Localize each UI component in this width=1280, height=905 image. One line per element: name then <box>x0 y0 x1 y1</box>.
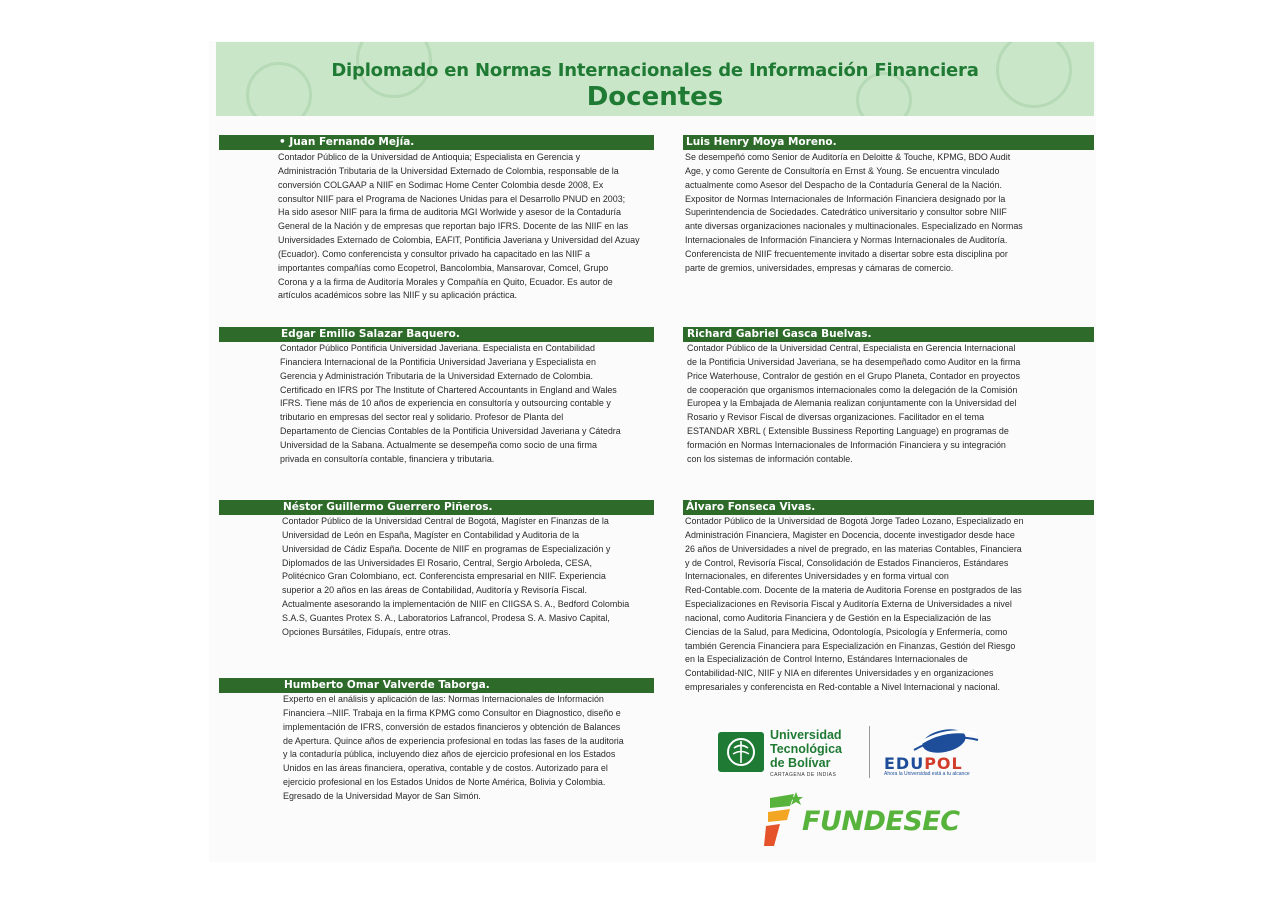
docente-name: Néstor Guillermo Guerrero Piñeros. <box>283 501 493 513</box>
edupol-wordmark: EDUPOL <box>884 754 963 773</box>
edupol-logo <box>880 724 1000 784</box>
docente-name: Luis Henry Moya Moreno. <box>686 136 837 148</box>
logo-divider <box>869 726 870 778</box>
utb-logo <box>718 728 858 780</box>
docente-bio: Contador Público Pontificia Universidad Javeriana. Especialista en Contabilidad Financiera Internacional de la Pontificia Universidad Javeriana y Especialista en Gerencia y Administración Tributaria de la Universidad Externado de Colombia. Certificado en IFRS por The Institute of Chartered Accountants in England and Wales IFRS. Tiene más de 10 años de experiencia en consultoría y outsourcing contable y tributario en empresas del sector real y solidario. Profesor de Planta del Departamento de Ciencias Contables de la Pontificia Universidad Javeriana y Cátedra Universidad de la Sabana. Actualmente se desempeña como socio de una firma privada en consultoría contable, financiera y tributaria. <box>280 343 621 465</box>
docente-bio: Experto en el análisis y aplicación de las: Normas Internacionales de Información Financiera –NIIF. Trabaja en la firma KPMG como Consultor en Diagnostico, diseño e implementación de IFRS, conversión de estados financieros y obtención de Balances de Apertura. Quince años de experiencia profesional en todas las fases de la auditoria y la contaduría pública, incluyendo diez años de ejercicio profesional en los Estados Unidos en las áreas financiera, operativa, contable y de costos. Autorizado para el ejercicio profesional en los Estados Unidos de Norte América, Bolivia y Colombia. Egresado de la Universidad Mayor de San Simón. <box>283 694 624 802</box>
utb-tagline: CARTAGENA DE INDIAS <box>770 772 837 778</box>
fundesec-logo <box>760 792 960 848</box>
utb-wordmark: Universidad Tecnológica de Bolívar <box>770 728 843 770</box>
edupol-slogan: Ahora la Universidad está a tu alcance <box>884 771 970 777</box>
docente-name: • Juan Fernando Mejía. <box>279 136 415 148</box>
page-title: Diplomado en Normas Internacionales de Información Financiera <box>331 60 979 81</box>
fundesec-wordmark: FUNDESEC <box>802 806 960 837</box>
docente-bio: Contador Público de la Universidad Central, Especialista en Gerencia Internacional de la Pontificia Universidad Javeriana, se ha desempeñado como Auditor en la firma Price Waterhouse, Contralor de gestión en el Grupo Planeta, Contador en proyectos de cooperación que organismos internacionales como la delegación de la Comisión Europea y la Embajada de Alemania realizan conjuntamente con la Universidad del Rosario y Revisor Fiscal de diversas organizaciones. Facilitador en el tema ESTANDAR XBRL ( Extensible Bussiness Reporting Language) en programas de formación en Normas Internacionales de Información Financiera y su integración con los sistemas de información contable. <box>687 343 1021 465</box>
docente-bio: Se desempeñó como Senior de Auditoría en Deloitte & Touche, KPMG, BDO Audit Age, y como Gerente de Consultoría en Ernst & Young. Se encuentra vinculado actualmente como Asesor del Despacho de la Contaduría General de la Nación. Expositor de Normas Internacionales de Información Financiera designado por la Superintendencia de Sociedades. Catedrático universitario y consultor sobre NIIF ante diversas organizaciones nacionales y multinacionales. Especializado en Normas Internacionales de Información Financiera y Normas Internacionales de Auditoría. Conferencista de NIIF frecuentemente invitado a disertar sobre esta disciplina por parte de gremios, universidades, empresas y cámaras de comercio. <box>685 152 1023 274</box>
docente-bio: Contador Público de la Universidad Central de Bogotá, Magíster en Finanzas de la Universidad de León en España, Magíster en Contabilidad y Auditoria de la Universidad de Cádiz España. Docente de NIIF en programas de Especialización y Diplomados de las Universidades El Rosario, Central, Sergio Arboleda, CESA, Politécnico Gran Colombiano, ect. Conferencista empresarial en NIIF. Experiencia superior a 20 años en las áreas de Contabilidad, Auditoría y Revisoría Fiscal. Actualmente asesorando la implementación de NIIF en CIIGSA S. A., Bedford Colombia S.A.S, Guantes Protex S. A., Laboratorios Lafrancol, Prodesa S. A. Masivo Capital, Opciones Bursátiles, Fidupaís, entre otras. <box>282 516 630 638</box>
utb-emblem-icon <box>718 732 764 772</box>
docente-name: Álvaro Fonseca Vivas. <box>686 501 816 513</box>
docente-bio: Contador Público de la Universidad de Bogotá Jorge Tadeo Lozano, Especializado en Administración Financiera, Magister en Docencia, docente investigador desde hace 26 años de Universidades a nivel de pregrado, en las materias Contables, Financiera y de Control, Revisoría Fiscal, Consolidación de Estados Financieros, Estándares Internacionales, en diferentes Universidades y en forma virtual con Red-Contable.com. Docente de la materia de Auditoria Forense en postgrados de las Especializaciones en Revisoría Fiscal y Auditoría Externa de Universidades a nivel nacional, como Auditoria Financiera y de Gestión en la Especialización de las Ciencias de la Salud, para Medicina, Odontología, Psicología y Enfermería, como también Gerencia Financiera para Especialización en Finanzas, Gestión del Riesgo en la Especialización de Control Interno, Estándares Internacionales de Contabilidad-NIC, NIIF y NIA en diferentes Universidades y en organizaciones empresariales y conferencista en Red-contable a Nivel Internacional y nacional. <box>685 516 1024 694</box>
fundesec-emblem-icon <box>760 792 806 848</box>
docente-name: Richard Gabriel Gasca Buelvas. <box>687 328 872 340</box>
docente-bio: Contador Público de la Universidad de Antioquia; Especialista en Gerencia y Administración Tributaria de la Universidad Externado de Colombia, responsable de la conversión COLGAAP a NIIF en Sodimac Home Center Colombia desde 2008, Ex consultor NIIF para el Programa de Naciones Unidas para el Desarrollo PNUD en 2003; Ha sido asesor NIIF para la firma de auditoria MGI Worlwide y asesor de la Contaduría General de la Nación y de empresas que reportan bajo IFRS. Docente de las NIIF en las Universidades Externado de Colombia, EAFIT, Pontificia Javeriana y Universidad del Azuay (Ecuador). Como conferencista y consultor privado ha capacitado en las NIIF a importantes compañías como Ecopetrol, Bancolombia, Mansarovar, Comcel, Grupo Corona y a la firma de Auditoría Morales y Compañía en Quito, Ecuador. Es autor de artículos académicos sobre las NIIF y su aplicación práctica. <box>278 152 640 302</box>
docente-name: Humberto Omar Valverde Taborga. <box>284 679 490 691</box>
page-subtitle: Docentes <box>586 82 724 112</box>
header-banner <box>216 42 1094 116</box>
edupol-swoosh-icon <box>910 724 980 758</box>
docente-name: Edgar Emilio Salazar Baquero. <box>281 328 460 340</box>
